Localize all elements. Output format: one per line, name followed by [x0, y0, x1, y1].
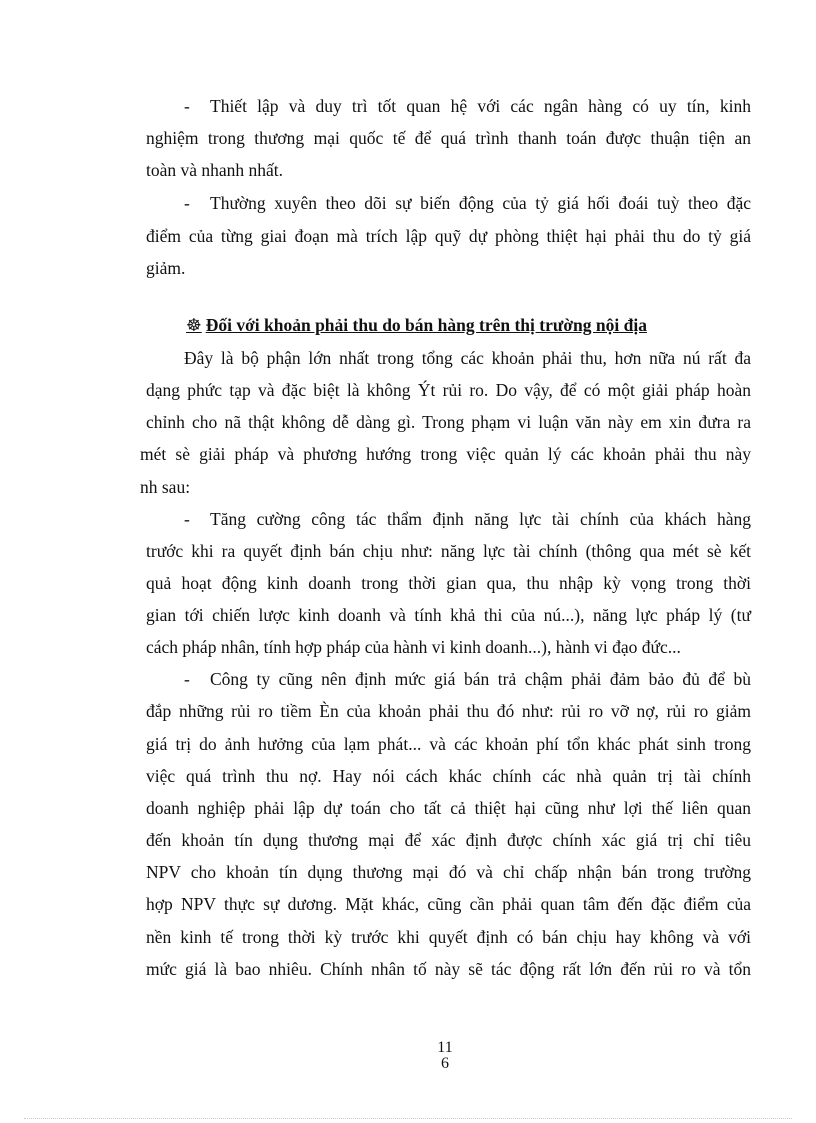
text-line: chỉnh cho nã thật không dễ dàng gì. Trong phạm vi luận văn này em xin đưra ra [146, 412, 751, 432]
page-number-line-1: 11 [437, 1039, 453, 1056]
text-line: Tăng cường công tác thẩm định năng lực tài chính của khách hàng [210, 509, 751, 529]
text-line: mét sè giải pháp và phương hướng trong việc quản lý các khoản phải thu này [140, 444, 751, 464]
text-line: mức giá là bao nhiêu. Chính nhân tố này sẽ tác động rất lớn đến rủi ro và tổn [146, 959, 751, 979]
text-line: dạng phức tạp và đặc biệt là không Ýt rủi ro. Do vậy, để có một giải pháp hoàn [146, 380, 751, 400]
section-heading [186, 314, 647, 336]
page-bottom-rule [24, 1118, 792, 1119]
text-line: Thường xuyên theo dõi sự biến động của tỷ giá hối đoái tuỳ theo đặc [210, 193, 751, 213]
page-number-line-2: 6 [441, 1055, 449, 1072]
bullet-2-line-1 [184, 192, 751, 214]
text-line: đến khoản tín dụng thương mại để xác định được chính xác giá trị chỉ tiêu [146, 830, 751, 850]
text-line: Công ty cũng nên định mức giá bán trả chậm phải đảm bảo đủ để bù [210, 669, 751, 689]
bullet-1-line-1 [184, 95, 751, 117]
bullet-dash: - [184, 96, 190, 116]
text-line: quả hoạt động kinh doanh trong thời gian qua, thu nhập kỳ vọng trong thời [146, 573, 751, 593]
text-line: Đây là bộ phận lớn nhất trong tổng các khoản phải thu, hơn nữa nú rất đa [184, 348, 751, 368]
bullet-dash: - [184, 509, 190, 529]
bullet-dash: - [184, 669, 190, 689]
text-line: giảm. [146, 258, 186, 278]
text-line: hợp NPV thực sự dương. Mặt khác, cũng cần phải quan tâm đến đặc điểm của [146, 894, 751, 914]
text-line: trước khi ra quyết định bán chịu như: năng lực tài chính (thông qua mét sè kết [146, 541, 751, 561]
text-line: giá trị do ảnh hưởng của lạm phát... và các khoản phí tổn khác phát sinh trong [146, 734, 751, 754]
text-line: cách pháp nhân, tính hợp pháp của hành vi kinh doanh...), hành vi đạo đức... [146, 637, 681, 657]
text-line: nghiệm trong thương mại quốc tế để quá trình thanh toán được thuận tiện an [146, 128, 751, 148]
star-icon: ☸ [186, 315, 202, 335]
text-line: doanh nghiệp phải lập dự toán cho tất cả thiệt hại cũng như lợi thế liên quan [146, 798, 751, 818]
text-line: việc quá trình thu nợ. Hay nói cách khác chính các nhà quản trị tài chính [146, 766, 751, 786]
bullet-4-line-1 [184, 668, 751, 690]
text-line: NPV cho khoản tín dụng thương mại đó và chỉ chấp nhận bán trong trường [146, 862, 751, 882]
text-line: nền kinh tế trong thời kỳ trước khi quyết định có bán chịu hay không và với [146, 927, 751, 947]
text-line: đắp những rủi ro tiềm Èn của khoản phải thu đó như: rủi ro vỡ nợ, rủi ro giảm [146, 701, 751, 721]
text-line: gian tới chiến lược kinh doanh và tính khả thi của nú...), năng lực pháp lý (tư [146, 605, 751, 625]
text-line: điểm của từng giai đoạn mà trích lập quỹ dự phòng thiệt hại phải thu do tỷ giá [146, 226, 751, 246]
section-heading-text: Đối với khoản phải thu do bán hàng trên thị trường nội địa [205, 315, 647, 335]
bullet-3-line-1 [184, 508, 751, 530]
bullet-dash: - [184, 193, 190, 213]
text-line: Thiết lập và duy trì tốt quan hệ với các ngân hàng có uy tín, kinh [210, 96, 751, 116]
text-line: nh sau: [140, 477, 191, 497]
text-line: toàn và nhanh nhất. [146, 160, 284, 180]
